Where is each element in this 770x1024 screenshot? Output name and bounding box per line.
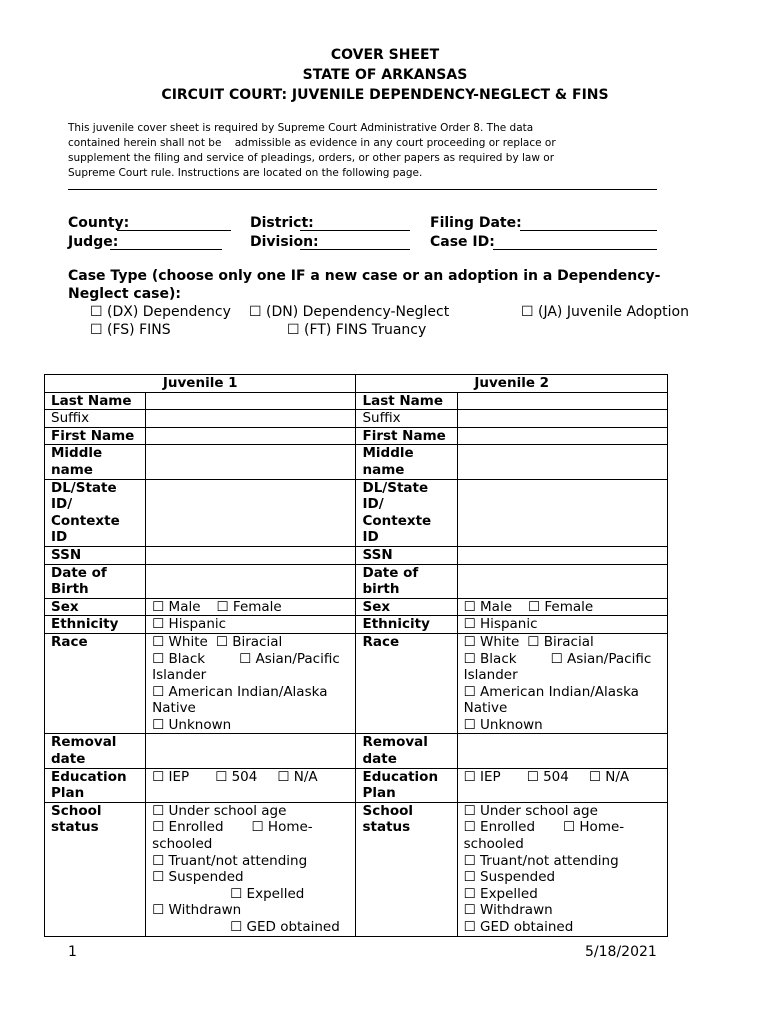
under-school-age-checkbox[interactable]: ☐ Under school age — [463, 802, 598, 819]
juvenile-2-suffix-field[interactable] — [457, 410, 667, 428]
intro-line: Supreme Court rule. Instructions are located on the following page. — [68, 167, 423, 179]
case-type-heading — [68, 267, 698, 303]
middle-name-label: Middle name — [45, 445, 146, 479]
filing-date-label: Filing Date: — [430, 215, 522, 231]
school-status-label: School status — [45, 802, 146, 936]
juvenile-1-removal-date-field[interactable] — [146, 734, 356, 768]
filing-date-field[interactable] — [520, 230, 657, 231]
case-type-dn-checkbox[interactable]: ☐ (DN) Dependency-Neglect — [249, 304, 450, 320]
juvenile-2-ssn-field[interactable] — [457, 546, 667, 564]
suffix-label: Suffix — [356, 410, 457, 428]
case-type-ja-checkbox[interactable]: ☐ (JA) Juvenile Adoption — [521, 304, 689, 320]
suffix-label: Suffix — [45, 410, 146, 428]
american-indian-checkbox[interactable]: ☐ American Indian/Alaska — [152, 683, 328, 700]
removal-date-label: Removal date — [45, 734, 146, 768]
na-checkbox[interactable]: ☐ N/A — [277, 768, 318, 785]
juvenile-2-dob-field[interactable] — [457, 564, 667, 598]
juvenile-1-middle-name-field[interactable] — [146, 445, 356, 479]
juvenile-2-last-name-field[interactable] — [457, 392, 667, 410]
expelled-checkbox[interactable]: ☐ Expelled — [463, 885, 538, 902]
dob-label: Date of birth — [356, 564, 457, 598]
intro-line: This juvenile cover sheet is required by Supreme Court Administrative Order 8. The data — [68, 122, 534, 134]
county-label: County: — [68, 215, 130, 231]
juvenile-1-dl-field[interactable] — [146, 479, 356, 546]
juvenile-1-suffix-field[interactable] — [146, 410, 356, 428]
education-plan-label: Education Plan — [356, 768, 457, 802]
juvenile-1-first-name-field[interactable] — [146, 427, 356, 445]
hispanic-checkbox[interactable]: ☐ Hispanic — [457, 616, 667, 634]
school-status-label: School status — [356, 802, 457, 936]
ged-checkbox[interactable]: ☐ GED obtained — [230, 919, 340, 935]
district-field[interactable] — [300, 230, 410, 231]
ssn-label: SSN — [356, 546, 457, 564]
iep-checkbox[interactable]: ☐ IEP — [463, 768, 501, 785]
juvenile-2-header: Juvenile 2 — [356, 375, 668, 393]
male-checkbox[interactable]: ☐ Male — [152, 598, 201, 615]
unknown-checkbox[interactable]: ☐ Unknown — [463, 716, 543, 733]
judge-field[interactable] — [110, 249, 222, 250]
truant-checkbox[interactable]: ☐ Truant/not attending — [463, 852, 619, 869]
juvenile-1-last-name-field[interactable] — [146, 392, 356, 410]
first-name-label: First Name — [356, 427, 457, 445]
iep-checkbox[interactable]: ☐ IEP — [152, 768, 190, 785]
juvenile-1-header: Juvenile 1 — [45, 375, 356, 393]
case-type-dx-checkbox[interactable]: ☐ (DX) Dependency — [90, 304, 231, 320]
hispanic-checkbox[interactable]: ☐ Hispanic — [146, 616, 356, 634]
dl-state-id-label: DL/State ID/ Contexte ID — [45, 479, 146, 546]
juvenile-1-ssn-field[interactable] — [146, 546, 356, 564]
race-label: Race — [45, 633, 146, 734]
race-label: Race — [356, 633, 457, 734]
juvenile-table — [44, 374, 668, 937]
juvenile-1-sex-options — [146, 598, 356, 616]
judge-label: Judge: — [68, 234, 119, 250]
dob-label: Date of Birth — [45, 564, 146, 598]
na-checkbox[interactable]: ☐ N/A — [588, 768, 630, 785]
intro-paragraph — [68, 121, 658, 181]
title-court: CIRCUIT COURT: JUVENILE DEPENDENCY-NEGLECT & FINS — [161, 87, 609, 103]
black-checkbox[interactable]: ☐ Black — [152, 650, 206, 667]
juvenile-2-school-options — [457, 802, 667, 936]
last-name-label: Last Name — [45, 392, 146, 410]
juvenile-1-dob-field[interactable] — [146, 564, 356, 598]
schooled-text: schooled — [463, 836, 524, 853]
american-indian-checkbox[interactable]: ☐ American Indian/Alaska — [463, 683, 639, 700]
native-text: Native — [152, 700, 196, 717]
white-checkbox[interactable]: ☐ White — [463, 633, 520, 650]
504-checkbox[interactable]: ☐ 504 — [215, 768, 258, 785]
case-id-field[interactable] — [493, 249, 657, 250]
home-schooled-checkbox[interactable]: ☐ Home- — [563, 819, 625, 836]
suspended-checkbox[interactable]: ☐ Suspended — [152, 869, 244, 886]
middle-name-label: Middle name — [356, 445, 457, 479]
juvenile-2-education-options — [457, 768, 667, 802]
separator-rule — [68, 189, 657, 190]
intro-line: contained herein shall not be admissible as evidence in any court proceeding or replace or — [68, 137, 556, 149]
title-state: STATE OF ARKANSAS — [302, 67, 468, 83]
asian-pacific-checkbox[interactable]: ☐ Asian/Pacific — [239, 650, 340, 667]
withdrawn-checkbox[interactable]: ☐ Withdrawn — [152, 902, 242, 919]
sex-label: Sex — [45, 598, 146, 616]
504-checkbox[interactable]: ☐ 504 — [526, 768, 569, 785]
county-field[interactable] — [117, 230, 231, 231]
female-checkbox[interactable]: ☐ Female — [528, 598, 594, 615]
page-number: 1 — [68, 944, 77, 960]
sex-label: Sex — [356, 598, 457, 616]
female-checkbox[interactable]: ☐ Female — [216, 598, 282, 615]
biracial-checkbox[interactable]: ☐ Biracial — [215, 633, 283, 650]
ethnicity-label: Ethnicity — [45, 616, 146, 634]
dl-state-id-label: DL/State ID/ Contexte ID — [356, 479, 457, 546]
enrolled-checkbox[interactable]: ☐ Enrolled — [152, 819, 224, 836]
removal-date-label: Removal date — [356, 734, 457, 768]
withdrawn-checkbox[interactable]: ☐ Withdrawn — [463, 902, 553, 919]
juvenile-1-school-options — [146, 802, 356, 936]
last-name-label: Last Name — [356, 392, 457, 410]
juvenile-2-race-options — [457, 633, 667, 734]
case-type-fs-checkbox[interactable]: ☐ (FS) FINS — [90, 322, 171, 338]
schooled-text: schooled — [152, 836, 213, 853]
male-checkbox[interactable]: ☐ Male — [463, 598, 513, 615]
black-checkbox[interactable]: ☐ Black — [463, 650, 517, 667]
district-label: District: — [250, 215, 314, 231]
suspended-checkbox[interactable]: ☐ Suspended — [463, 869, 556, 886]
first-name-label: First Name — [45, 427, 146, 445]
case-type-heading-line: Neglect case): — [68, 286, 181, 302]
juvenile-2-sex-options — [457, 598, 667, 616]
biracial-checkbox[interactable]: ☐ Biracial — [527, 633, 594, 650]
juvenile-1-education-options — [146, 768, 356, 802]
islander-text: Islander — [463, 667, 518, 684]
native-text: Native — [463, 700, 508, 717]
division-label: Division: — [250, 234, 319, 250]
footer-date: 5/18/2021 — [585, 944, 657, 960]
juvenile-1-race-options — [146, 633, 356, 734]
division-field[interactable] — [300, 249, 410, 250]
truant-checkbox[interactable]: ☐ Truant/not attending — [152, 852, 308, 869]
juvenile-2-middle-name-field[interactable] — [457, 445, 667, 479]
ssn-label: SSN — [45, 546, 146, 564]
asian-pacific-checkbox[interactable]: ☐ Asian/Pacific — [550, 650, 652, 667]
expelled-checkbox[interactable]: ☐ Expelled — [230, 885, 305, 902]
islander-text: Islander — [152, 667, 207, 684]
case-type-heading-line: Case Type (choose only one IF a new case or an adoption in a Dependency- — [68, 268, 661, 284]
juvenile-2-first-name-field[interactable] — [457, 427, 667, 445]
case-id-label: Case ID: — [430, 234, 495, 250]
home-schooled-checkbox[interactable]: ☐ Home- — [251, 819, 313, 836]
enrolled-checkbox[interactable]: ☐ Enrolled — [463, 819, 536, 836]
education-plan-label: Education Plan — [45, 768, 146, 802]
juvenile-2-removal-date-field[interactable] — [457, 734, 667, 768]
title-cover-sheet: COVER SHEET — [330, 47, 440, 63]
case-type-ft-checkbox[interactable]: ☐ (FT) FINS Truancy — [287, 322, 427, 338]
unknown-checkbox[interactable]: ☐ Unknown — [152, 716, 232, 733]
juvenile-2-dl-field[interactable] — [457, 479, 667, 546]
ethnicity-label: Ethnicity — [356, 616, 457, 634]
white-checkbox[interactable]: ☐ White — [152, 633, 208, 650]
ged-checkbox[interactable]: ☐ GED obtained — [463, 919, 574, 935]
intro-line: supplement the filing and service of pleadings, orders, or other papers as required by law or — [68, 152, 555, 164]
under-school-age-checkbox[interactable]: ☐ Under school age — [152, 802, 287, 819]
